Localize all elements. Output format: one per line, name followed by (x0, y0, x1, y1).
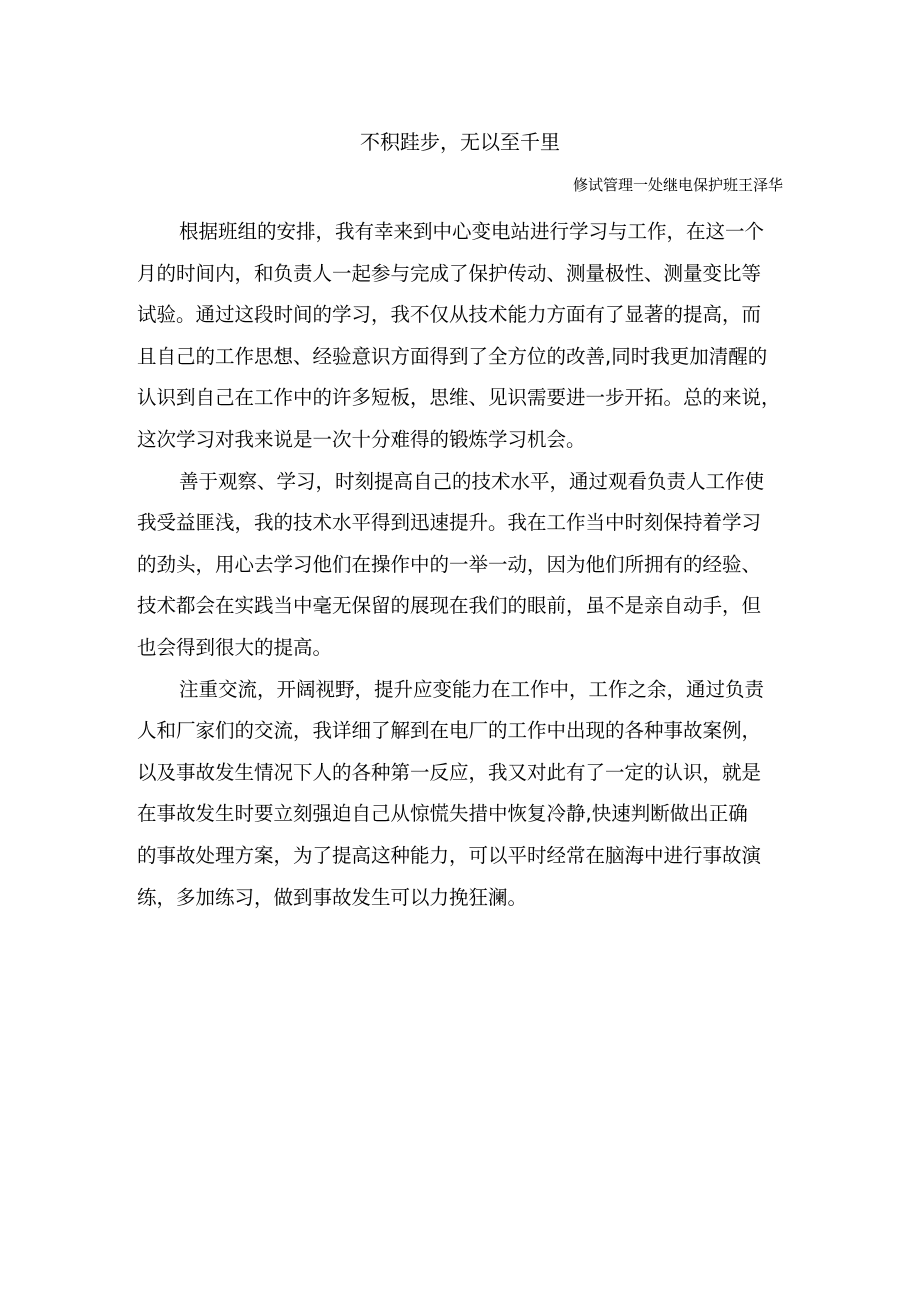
document-title: 不积跬步，无以至千里 (360, 130, 560, 154)
paragraph-3 (137, 669, 797, 919)
paragraph-line: 人和厂家们的交流，我详细了解到在电厂的工作中出现的各种事故案例， (137, 719, 762, 743)
paragraph-line: 我受益匪浅，我的技术水平得到迅速提升。我在工作当中时刻保持着学习 (137, 511, 762, 535)
paragraph-line: 技术都会在实践当中毫无保留的展现在我们的眼前，虽不是亲自动手，但 (137, 594, 762, 618)
paragraph-line: 根据班组的安排，我有幸来到中心变电站进行学习与工作，在这一个 (179, 220, 765, 243)
paragraph-line: 且自己的工作思想、经验意识方面得到了全方位的改善,同时我更加清醒的 (137, 344, 768, 368)
paragraph-line: 月的时间内，和负责人一起参与完成了保护传动、测量极性、测量变比等 (137, 261, 762, 285)
paragraph-line: 认识到自己在工作中的许多短板，思维、见识需要进一步开拓。总的来说， (137, 386, 781, 410)
paragraph-line: 练，多加练习，做到事故发生可以力挽狂澜。 (137, 885, 528, 909)
paragraph-line: 以及事故发生情况下人的各种第一反应，我又对此有了一定的认识，就是 (137, 760, 762, 784)
paragraph-line: 注重交流，开阔视野，提升应变能力在工作中，工作之余，通过负责 (179, 677, 765, 701)
paragraph-1 (137, 211, 797, 461)
document-body (137, 211, 797, 918)
paragraph-line: 的事故处理方案，为了提高这种能力，可以平时经常在脑海中进行事故演 (137, 843, 762, 867)
paragraph-line: 试验。通过这段时间的学习，我不仅从技术能力方面有了显著的提高，而 (137, 303, 762, 327)
author-line: 修试管理一处继电保护班王泽华 (572, 176, 783, 194)
paragraph-line: 也会得到很大的提高。 (137, 635, 333, 659)
paragraph-line: 善于观察、学习，时刻提高自己的技术水平，通过观看负责人工作使 (179, 469, 765, 493)
paragraph-line: 的劲头，用心去学习他们在操作中的一举一动，因为他们所拥有的经验、 (137, 552, 762, 576)
paragraph-2 (137, 461, 797, 669)
paragraph-line: 这次学习对我来说是一次十分难得的锻炼学习机会。 (137, 427, 586, 451)
paragraph-line: 在事故发生时要立刻强迫自己从惊慌失措中恢复冷静,快速判断做出正确 (137, 802, 748, 826)
